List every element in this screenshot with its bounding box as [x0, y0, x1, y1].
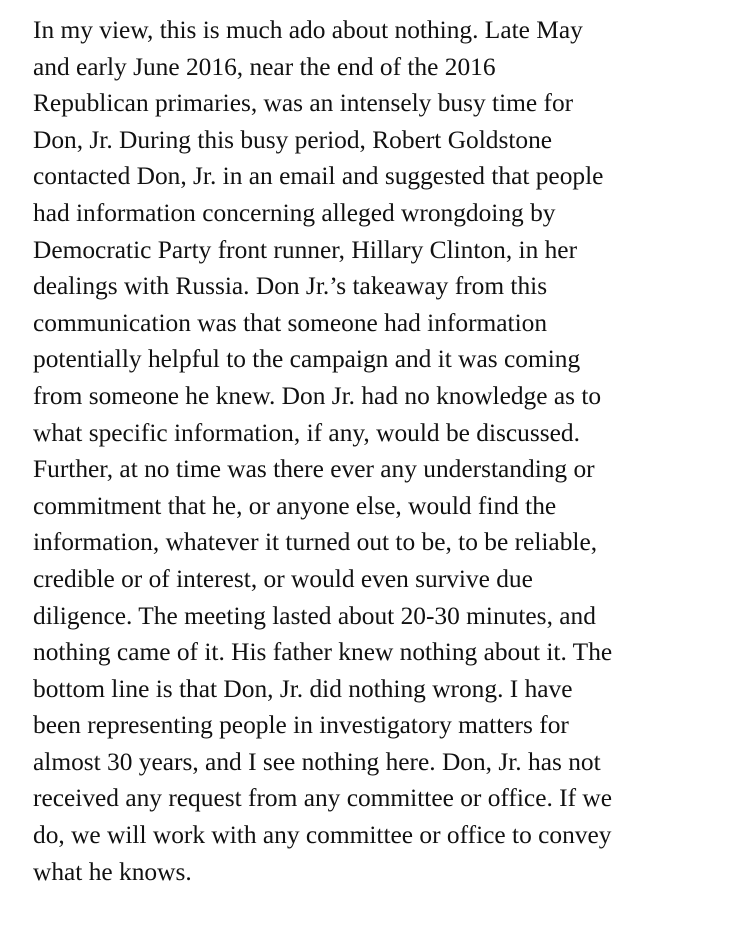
- paragraph-line-10: potentially helpful to the campaign and it was coming: [33, 345, 581, 374]
- paragraph-line-20: been representing people in investigatory matters for: [33, 711, 569, 740]
- paragraph-line-14: commitment that he, or anyone else, would find the: [33, 491, 557, 520]
- paragraph-line-2: and early June 2016, near the end of the 2016: [33, 52, 496, 81]
- paragraph-line-12: what specific information, if any, would be discussed.: [33, 418, 580, 447]
- paragraph-line-24: what he knows.: [33, 857, 192, 886]
- paragraph-line-19: bottom line is that Don, Jr. did nothing wrong. I have: [33, 674, 573, 703]
- paragraph-line-6: had information concerning alleged wrongdoing by: [33, 198, 556, 227]
- paragraph-line-23: do, we will work with any committee or office to convey: [33, 821, 612, 850]
- paragraph-line-11: from someone he knew. Don Jr. had no knowledge as to: [33, 381, 602, 410]
- paragraph-line-17: diligence. The meeting lasted about 20-30 minutes, and: [33, 601, 596, 630]
- paragraph-line-4: Don, Jr. During this busy period, Robert Goldstone: [33, 125, 553, 154]
- paragraph-line-1: In my view, this is much ado about nothing. Late May: [33, 16, 583, 44]
- paragraph-line-21: almost 30 years, and I see nothing here. Don, Jr. has not: [33, 747, 601, 776]
- paragraph-line-3: Republican primaries, was an intensely busy time for: [33, 89, 574, 118]
- paragraph-line-22: received any request from any committee or office. If we: [33, 784, 613, 813]
- paragraph-line-13: Further, at no time was there ever any understanding or: [33, 455, 595, 484]
- paragraph-line-7: Democratic Party front runner, Hillary Clinton, in her: [33, 235, 578, 264]
- statement-paragraph: [33, 12, 733, 890]
- paragraph-line-15: information, whatever it turned out to be, to be reliable,: [33, 528, 598, 557]
- paragraph-line-8: dealings with Russia. Don Jr.’s takeaway from this: [33, 272, 548, 301]
- paragraph-line-9: communication was that someone had information: [33, 308, 548, 337]
- paragraph-line-5: contacted Don, Jr. in an email and suggested that people: [33, 162, 604, 191]
- paragraph-line-16: credible or of interest, or would even survive due: [33, 564, 533, 593]
- paragraph-line-18: nothing came of it. His father knew nothing about it. The: [33, 638, 613, 667]
